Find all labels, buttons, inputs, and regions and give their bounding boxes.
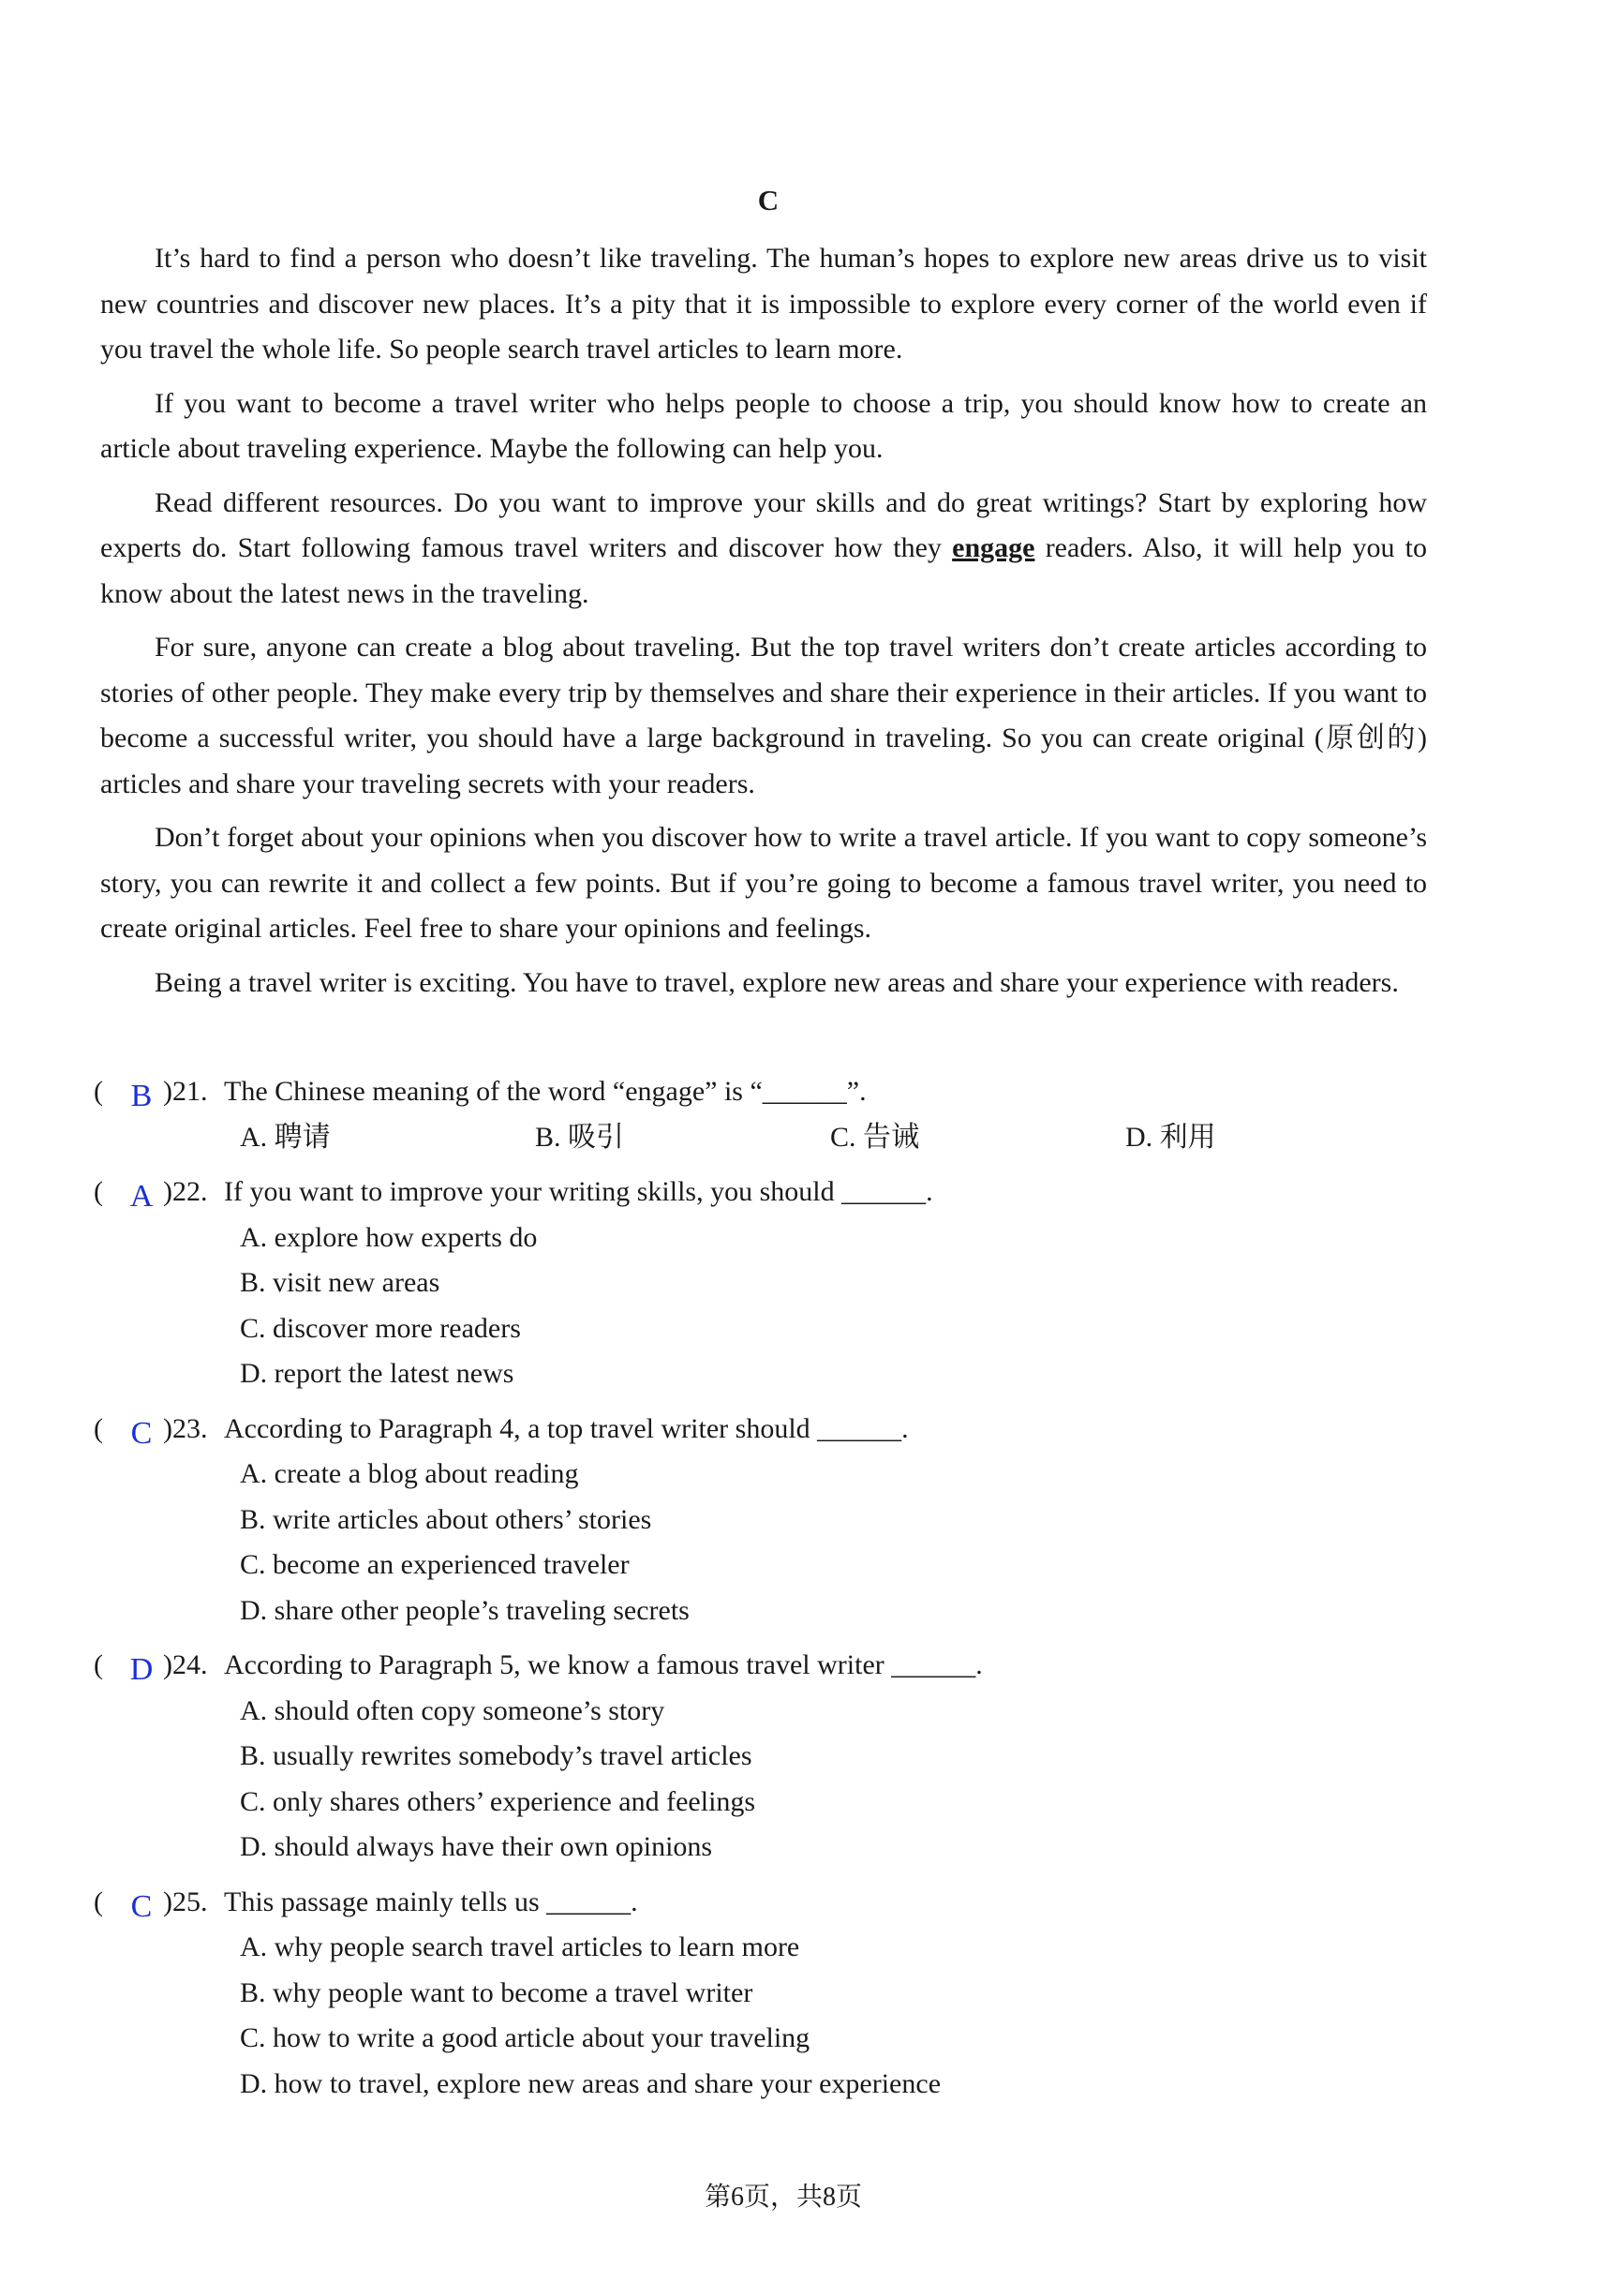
question-23 — [94, 1406, 1499, 1634]
open-paren: ( — [94, 1176, 103, 1207]
question-stem-line — [94, 1169, 1499, 1215]
open-paren: ( — [94, 1886, 103, 1917]
reading-passage — [100, 236, 1427, 1014]
question-number: 21. — [172, 1076, 208, 1107]
paragraph-3-text-after: readers. Also, it will help you to know about the latest news in the traveling. — [100, 532, 1428, 609]
option: A. explore how experts do — [240, 1221, 538, 1253]
paragraph-4: For sure, anyone can create a blog about traveling. But the top travel writers don’t create articles according to stories of other people. They make every trip by themselves and share their experience in their articles. If you want to become a successful writer, you should have a large background in traveling. So you can create original (原创的) articles and share your traveling secrets with your readers. — [100, 632, 1427, 799]
page-number: 第6页，共8页 — [704, 2183, 862, 2212]
paragraph-5: Don’t forget about your opinions when you discover how to write a travel article. If you want to copy someone’s story, you can rewrite it and collect a few points. But if you’re going to become a famous travel writer, you need to create original articles. Feel free to share your opinions and feelings. — [100, 822, 1427, 944]
question-stem: The Chinese meaning of the word “engage” is “______”. — [224, 1076, 867, 1107]
option: B. 吸引 — [535, 1121, 625, 1153]
option: D. should always have their own opinions — [240, 1831, 713, 1862]
question-stem-line — [94, 1068, 1499, 1115]
close-paren: ) — [163, 1412, 172, 1444]
question-21 — [94, 1068, 1499, 1160]
paragraph-1: It’s hard to find a person who doesn’t like traveling. The human’s hopes to explore new areas drive us to visit new countries and discover new places. It’s a pity that it is impossible to explore every corner of the world even if you travel the whole life. So people search travel articles to learn more. — [100, 243, 1427, 365]
option: C. discover more readers — [240, 1312, 521, 1344]
option: B. why people want to become a travel writer — [240, 1976, 753, 2008]
answer-letter: D — [129, 1652, 154, 1687]
question-24 — [94, 1642, 1499, 1871]
answer-letter: A — [129, 1179, 154, 1214]
paragraph-6: Being a travel writer is exciting. You have to travel, explore new areas and share your experience with readers. — [155, 966, 1399, 998]
question-number: 24. — [172, 1649, 208, 1680]
close-paren: ) — [163, 1886, 172, 1917]
answer-letter: C — [130, 1415, 153, 1451]
option: D. how to travel, explore new areas and share your experience — [240, 2067, 942, 2099]
option: A. why people search travel articles to learn more — [240, 1931, 800, 1962]
option: C. only shares others’ experience and feelings — [240, 1785, 756, 1817]
question-stem-line — [94, 1642, 1499, 1689]
option: B. write articles about others’ stories — [240, 1503, 652, 1535]
option: B. visit new areas — [240, 1267, 440, 1298]
question-stem: This passage mainly tells us ______. — [224, 1886, 638, 1917]
option: A. should often copy someone’s story — [240, 1694, 665, 1726]
option: A. create a blog about reading — [240, 1458, 579, 1489]
close-paren: ) — [163, 1176, 172, 1207]
question-stem-line — [94, 1406, 1499, 1453]
option: C. 告诫 — [830, 1121, 920, 1153]
question-number: 25. — [172, 1886, 208, 1917]
option: B. usually rewrites somebody’s travel articles — [240, 1740, 752, 1771]
option: C. become an experienced traveler — [240, 1549, 630, 1580]
paragraph-3-text-before: Read different resources. Do you want to improve your skills and do great writings? Start by exploring how experts do. Start following famous travel writers and discover how they — [100, 486, 1427, 563]
underlined-word: engage — [952, 532, 1035, 563]
option: D. share other people’s traveling secrets — [240, 1594, 690, 1626]
option: D. 利用 — [1125, 1121, 1216, 1153]
section-title: C — [757, 184, 780, 216]
answer-letter: B — [130, 1079, 153, 1113]
options-row — [94, 1115, 1499, 1161]
question-25 — [94, 1879, 1499, 2108]
option: C. how to write a good article about your traveling — [240, 2022, 810, 2053]
question-22 — [94, 1169, 1499, 1397]
question-number: 22. — [172, 1176, 208, 1207]
option: A. 聘请 — [240, 1121, 331, 1153]
open-paren: ( — [94, 1649, 103, 1680]
question-stem: If you want to improve your writing skills, you should ______. — [224, 1176, 933, 1207]
answer-letter: C — [130, 1888, 153, 1924]
paragraph-2: If you want to become a travel writer who helps people to choose a trip, you should know how to create an article about traveling experience. Maybe the following can help you. — [100, 387, 1427, 464]
option: D. report the latest news — [240, 1358, 514, 1389]
question-stem: According to Paragraph 4, a top travel writer should ______. — [224, 1412, 909, 1444]
close-paren: ) — [163, 1649, 172, 1680]
close-paren: ) — [163, 1076, 172, 1107]
question-number: 23. — [172, 1412, 208, 1444]
open-paren: ( — [94, 1076, 103, 1107]
question-stem-line — [94, 1879, 1499, 1926]
question-list — [94, 1068, 1499, 2115]
paragraph-3 — [100, 481, 1427, 618]
question-stem: According to Paragraph 5, we know a famous travel writer ______. — [224, 1649, 983, 1680]
open-paren: ( — [94, 1412, 103, 1444]
